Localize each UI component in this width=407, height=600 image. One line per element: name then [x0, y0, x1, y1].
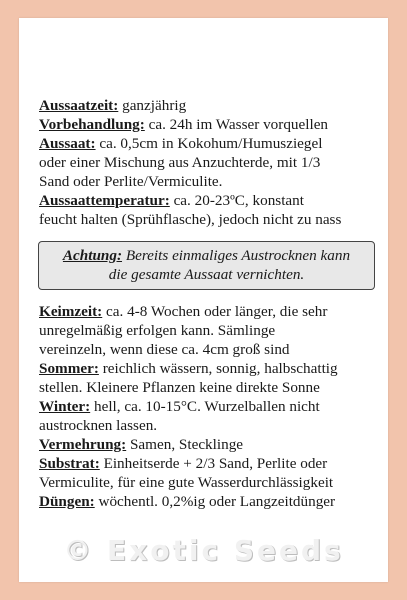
substrat-text-2: Vermiculite, für eine gute Wasserdurchlässigkeit	[39, 474, 334, 491]
keimzeit-text-1: ca. 4-8 Wochen oder länger, die sehr	[106, 303, 328, 320]
care-instructions	[39, 96, 373, 511]
duengen-text: wöchentl. 0,2%ig oder Langzeitdünger	[98, 493, 336, 510]
substrat-text-1: Einheitserde + 2/3 Sand, Perlite oder	[103, 455, 328, 472]
substrat-label: Substrat:	[39, 455, 100, 472]
substrat-row	[39, 454, 373, 473]
warning-box	[38, 241, 375, 290]
achtung-text-1: Bereits einmaliges Austrocknen kann	[125, 247, 351, 264]
keimzeit-row	[39, 302, 373, 321]
sommer-text-2: stellen. Kleinere Pflanzen keine direkte Sonne	[39, 379, 320, 396]
keimzeit-text-2: unregelmäßig erfolgen kann. Sämlinge	[39, 322, 276, 339]
aussaatzeit-text: ganzjährig	[122, 97, 187, 114]
achtung-text-2: die gesamte Aussaat vernichten.	[108, 266, 305, 283]
sommer-row	[39, 359, 373, 378]
vermehrung-text: Samen, Stecklinge	[129, 436, 244, 453]
aussaatzeit-row	[39, 96, 373, 115]
aussaatzeit-label: Aussaatzeit:	[39, 97, 119, 114]
winter-text-2: austrocknen lassen.	[39, 417, 158, 434]
vermehrung-label: Vermehrung:	[39, 436, 127, 453]
aussaat-label: Aussaat:	[39, 135, 96, 152]
copyright-watermark: © Exotic Seeds	[63, 534, 344, 567]
aussaat-text-3: Sand oder Perlite/Vermiculite.	[39, 173, 223, 190]
achtung-label: Achtung:	[62, 247, 123, 264]
duengen-label: Düngen:	[39, 493, 95, 510]
aussaattemperatur-text-1: ca. 20-23ºC, konstant	[173, 192, 304, 209]
sommer-label: Sommer:	[39, 360, 99, 377]
vorbehandlung-label: Vorbehandlung:	[39, 116, 145, 133]
vorbehandlung-row	[39, 115, 373, 134]
aussaattemperatur-text-2: feucht halten (Sprühflasche), jedoch nicht zu nass	[39, 211, 342, 228]
aussaattemperatur-label: Aussaattemperatur:	[39, 192, 170, 209]
aussaat-text-2: oder einer Mischung aus Anzuchterde, mit 1/3	[39, 154, 321, 171]
vorbehandlung-text: ca. 24h im Wasser vorquellen	[148, 116, 329, 133]
warning-line-1	[45, 246, 368, 265]
sommer-text-1: reichlich wässern, sonnig, halbschattig	[102, 360, 338, 377]
winter-text-1: hell, ca. 10-15°C. Wurzelballen nicht	[93, 398, 320, 415]
keimzeit-label: Keimzeit:	[39, 303, 103, 320]
aussaat-row	[39, 134, 373, 153]
keimzeit-text-3: vereinzeln, wenn diese ca. 4cm groß sind	[39, 341, 290, 358]
vermehrung-row	[39, 435, 373, 454]
duengen-row	[39, 492, 373, 511]
winter-row	[39, 397, 373, 416]
aussaat-text-1: ca. 0,5cm in Kokohum/Humusziegel	[99, 135, 323, 152]
aussaattemperatur-row	[39, 191, 373, 210]
winter-label: Winter:	[39, 398, 91, 415]
